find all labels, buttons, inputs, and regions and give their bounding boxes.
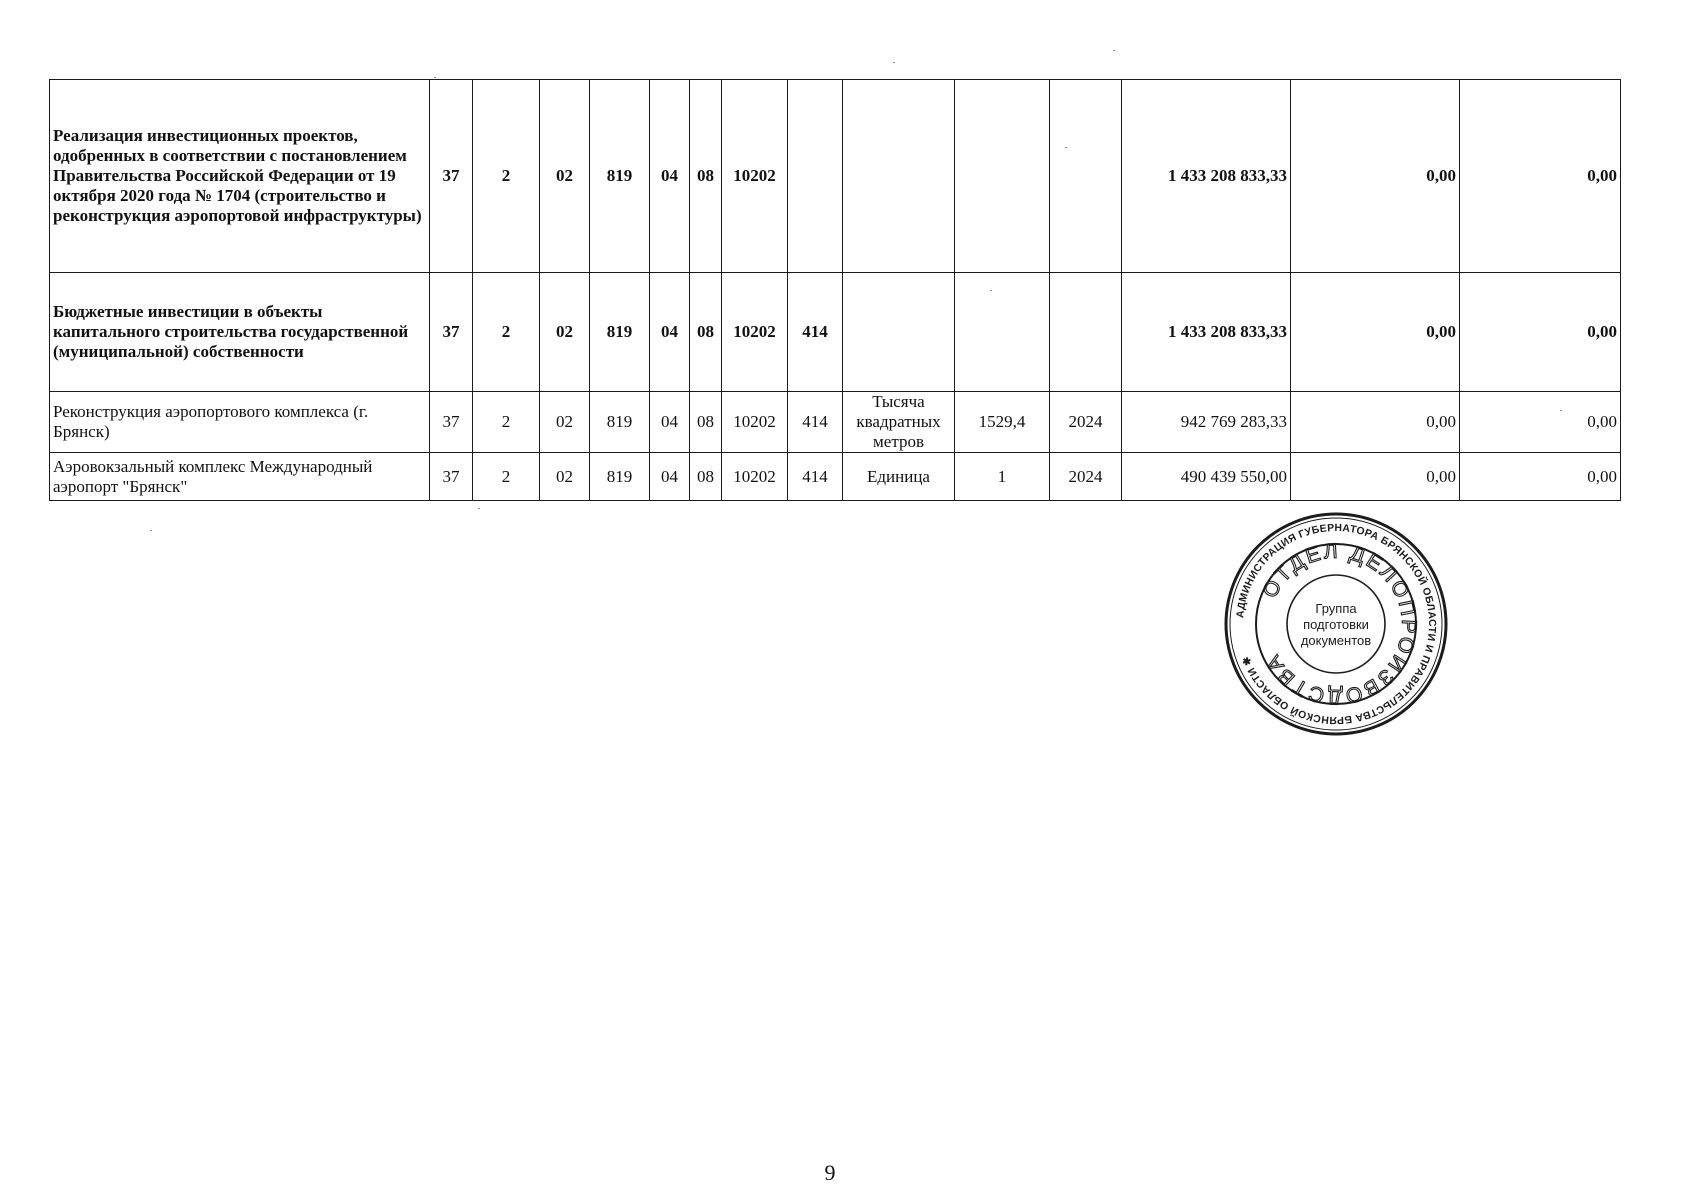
row-name: Реконструкция аэропортового комплекса (г. Брянск) — [50, 392, 430, 453]
code-cell: 2 — [473, 80, 540, 273]
code-cell: 08 — [690, 453, 722, 501]
stamp-center-line-1: Группа — [1315, 601, 1357, 616]
code-cell: 04 — [650, 80, 690, 273]
amount-cell: 0,00 — [1291, 392, 1460, 453]
scan-speck — [990, 290, 992, 291]
table-row — [50, 392, 1621, 453]
amount-cell: 0,00 — [1291, 80, 1460, 273]
row-name: Аэровокзальный комплекс Международный аэропорт "Брянск" — [50, 453, 430, 501]
amount-cell: 1 433 208 833,33 — [1122, 273, 1291, 392]
stamp-inner-text: ОТДЕЛ ДЕЛОПРОИЗВОДСТВА — [1258, 539, 1421, 709]
code-cell: 02 — [540, 273, 590, 392]
code-cell: 10202 — [722, 392, 788, 453]
code-cell: 10202 — [722, 273, 788, 392]
page-number: 9 — [824, 1160, 836, 1185]
code-cell: 819 — [590, 80, 650, 273]
code-cell: 10202 — [722, 453, 788, 501]
year-cell — [1050, 273, 1122, 392]
code-cell: 2 — [473, 392, 540, 453]
code-cell: 414 — [788, 453, 843, 501]
amount-cell: 1 433 208 833,33 — [1122, 80, 1291, 273]
code-cell: 02 — [540, 392, 590, 453]
amount-cell: 0,00 — [1460, 392, 1621, 453]
scan-speck — [1560, 410, 1562, 411]
code-cell: 37 — [430, 392, 473, 453]
amount-cell: 942 769 283,33 — [1122, 392, 1291, 453]
code-cell: 02 — [540, 80, 590, 273]
amount-cell: 0,00 — [1291, 453, 1460, 501]
code-cell: 414 — [788, 273, 843, 392]
quantity-cell: 1529,4 — [955, 392, 1050, 453]
scan-speck — [478, 508, 480, 509]
scan-speck — [150, 530, 152, 531]
quantity-cell: 1 — [955, 453, 1050, 501]
year-cell: 2024 — [1050, 392, 1122, 453]
year-cell: 2024 — [1050, 453, 1122, 501]
table-row — [50, 453, 1621, 501]
amount-cell: 0,00 — [1460, 80, 1621, 273]
code-cell — [788, 80, 843, 273]
unit-cell — [843, 80, 955, 273]
code-cell: 04 — [650, 273, 690, 392]
stamp-center-line-3: документов — [1300, 633, 1372, 648]
scan-speck — [1113, 50, 1115, 51]
code-cell: 08 — [690, 392, 722, 453]
unit-cell: Тысяча квадратных метров — [843, 392, 955, 453]
code-cell: 04 — [650, 392, 690, 453]
amount-cell: 0,00 — [1460, 453, 1621, 501]
stamp-outer-text: АДМИНИСТРАЦИЯ ГУБЕРНАТОРА БРЯНСКОЙ ОБЛАСТИ И ПРАВИТЕЛЬСТВА БРЯНСКОЙ ОБЛАСТИ ✱ — [1235, 522, 1438, 726]
table-row — [50, 273, 1621, 392]
code-cell: 04 — [650, 453, 690, 501]
row-name: Бюджетные инвестиции в объекты капитального строительства государственной (муниципальной) собственности — [50, 273, 430, 392]
scan-speck — [893, 62, 895, 63]
row-name: Реализация инвестиционных проектов, одобренных в соответствии с постановлением Правительства Российской Федерации от 19 октября 2020 года № 1704 (строительство и реконструкция аэропортовой инфраструктуры) — [50, 80, 430, 273]
stamp-center-line-2: подготовки — [1303, 617, 1369, 632]
scan-speck — [434, 77, 436, 78]
quantity-cell — [955, 80, 1050, 273]
code-cell: 10202 — [722, 80, 788, 273]
code-cell: 08 — [690, 273, 722, 392]
amount-cell: 0,00 — [1291, 273, 1460, 392]
code-cell: 02 — [540, 453, 590, 501]
code-cell: 37 — [430, 80, 473, 273]
unit-cell — [843, 273, 955, 392]
code-cell: 819 — [590, 392, 650, 453]
code-cell: 08 — [690, 80, 722, 273]
scan-speck — [1065, 147, 1067, 148]
code-cell: 414 — [788, 392, 843, 453]
amount-cell: 0,00 — [1460, 273, 1621, 392]
amount-cell: 490 439 550,00 — [1122, 453, 1291, 501]
code-cell: 37 — [430, 273, 473, 392]
official-stamp — [1222, 510, 1450, 738]
code-cell: 819 — [590, 273, 650, 392]
code-cell: 2 — [473, 273, 540, 392]
year-cell — [1050, 80, 1122, 273]
unit-cell: Единица — [843, 453, 955, 501]
budget-table — [49, 79, 1621, 501]
table-row — [50, 80, 1621, 273]
quantity-cell — [955, 273, 1050, 392]
code-cell: 819 — [590, 453, 650, 501]
code-cell: 2 — [473, 453, 540, 501]
code-cell: 37 — [430, 453, 473, 501]
